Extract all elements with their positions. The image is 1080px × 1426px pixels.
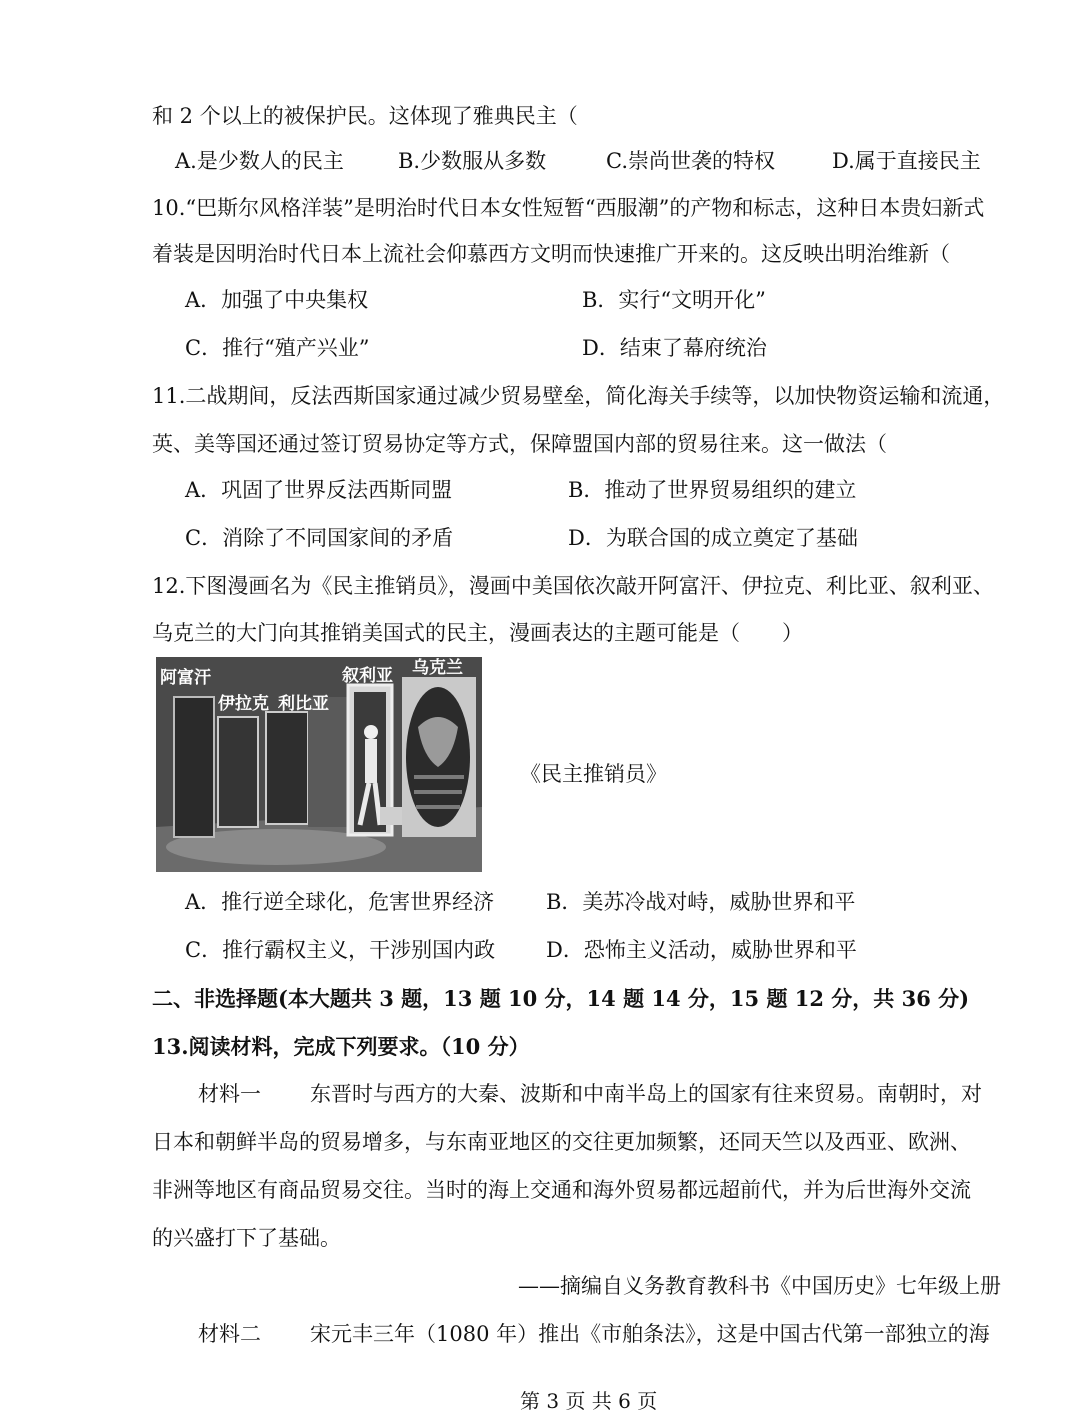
q10-option-a: A．加强了中央集权 [185,288,369,312]
cartoon-drawing [156,657,482,872]
material-1-line4: 的兴盛打下了基础。 [152,1226,341,1250]
q12-option-a: A．推行逆全球化，危害世界经济 [185,890,495,914]
material-1-line1: 东晋时与西方的大秦、波斯和中南半岛上的国家有往来贸易。南朝时，对 [310,1082,982,1106]
q11-stem-line2: 英、美等国还通过签订贸易协定等方式，保障盟国内部的贸易往来。这一做法（ [152,432,887,456]
q11-option-a: A．巩固了世界反法西斯同盟 [185,478,453,502]
q12-option-d: D．恐怖主义活动，威胁世界和平 [546,938,857,962]
q9-option-c: C.崇尚世袭的特权 [606,149,775,173]
material-1-line3: 非洲等地区有商品贸易交往。当时的海上交通和海外贸易都远超前代，并为后世海外交流 [152,1178,971,1202]
cartoon-label-afghanistan: 阿富汗 [160,668,211,688]
q9-tail-line: 和 2 个以上的被保护民。这体现了雅典民主（ [152,104,578,128]
q12-option-c: C．推行霸权主义，干涉别国内政 [185,938,496,962]
material-1-label: 材料一 [198,1082,261,1106]
q10-stem-line1: 10.“巴斯尔风格洋装”是明治时代日本女性短暂“西服潮”的产物和标志，这种日本贵妇新式 [152,196,985,220]
q9-option-d: D.属于直接民主 [832,149,981,173]
section-2-title: 二、非选择题(本大题共 3 题，13 题 10 分，14 题 14 分，15 题 12 分，共 36 分) [152,986,970,1011]
q12-stem-line2: 乌克兰的大门向其推销美国式的民主，漫画表达的主题可能是（ ） [152,621,803,645]
page-footer: 第 3 页 共 6 页 [520,1389,658,1413]
q12-stem-line1: 12.下图漫画名为《民主推销员》，漫画中美国依次敲开阿富汗、伊拉克、利比亚、叙利亚、 [152,574,994,598]
material-2-line1: 宋元丰三年（1080 年）推出《市舶条法》，这是中国古代第一部独立的海 [310,1322,990,1346]
q10-option-b: B．实行“文明开化” [582,288,766,312]
q11-option-c: C．消除了不同国家间的矛盾 [185,526,454,550]
cartoon-label-ukraine: 乌克兰 [412,658,463,678]
material-1-line2: 日本和朝鲜半岛的贸易增多，与东南亚地区的交往更加频繁，还同天竺以及西亚、欧洲、 [152,1130,971,1154]
q11-stem-line1: 11.二战期间，反法西斯国家通过减少贸易壁垒，简化海关手续等，以加快物资运输和流通， [152,384,1005,408]
q9-option-a: A.是少数人的民主 [175,149,344,173]
material-1-source: ——摘编自义务教育教科书《中国历史》七年级上册 [518,1274,1001,1298]
q10-option-c: C．推行“殖产兴业” [185,336,370,360]
q12-option-b: B．美苏冷战对峙，威胁世界和平 [546,890,856,914]
q11-option-d: D．为联合国的成立奠定了基础 [568,526,858,550]
q10-option-d: D．结束了幕府统治 [582,336,767,360]
cartoon-label-syria: 叙利亚 [342,666,393,686]
q9-option-b: B.少数服从多数 [398,149,547,173]
cartoon-label-iraq: 伊拉克 [218,694,269,714]
cartoon-caption: 《民主推销员》 [520,762,667,786]
material-2-label: 材料二 [198,1322,261,1346]
cartoon-label-libya: 利比亚 [278,694,329,714]
q11-option-b: B．推动了世界贸易组织的建立 [568,478,857,502]
democracy-salesman-cartoon [156,657,482,872]
q10-stem-line2: 着装是因明治时代日本上流社会仰慕西方文明而快速推广开来的。这反映出明治维新（ [152,242,950,266]
q13-title: 13.阅读材料，完成下列要求。（10 分） [152,1034,530,1059]
